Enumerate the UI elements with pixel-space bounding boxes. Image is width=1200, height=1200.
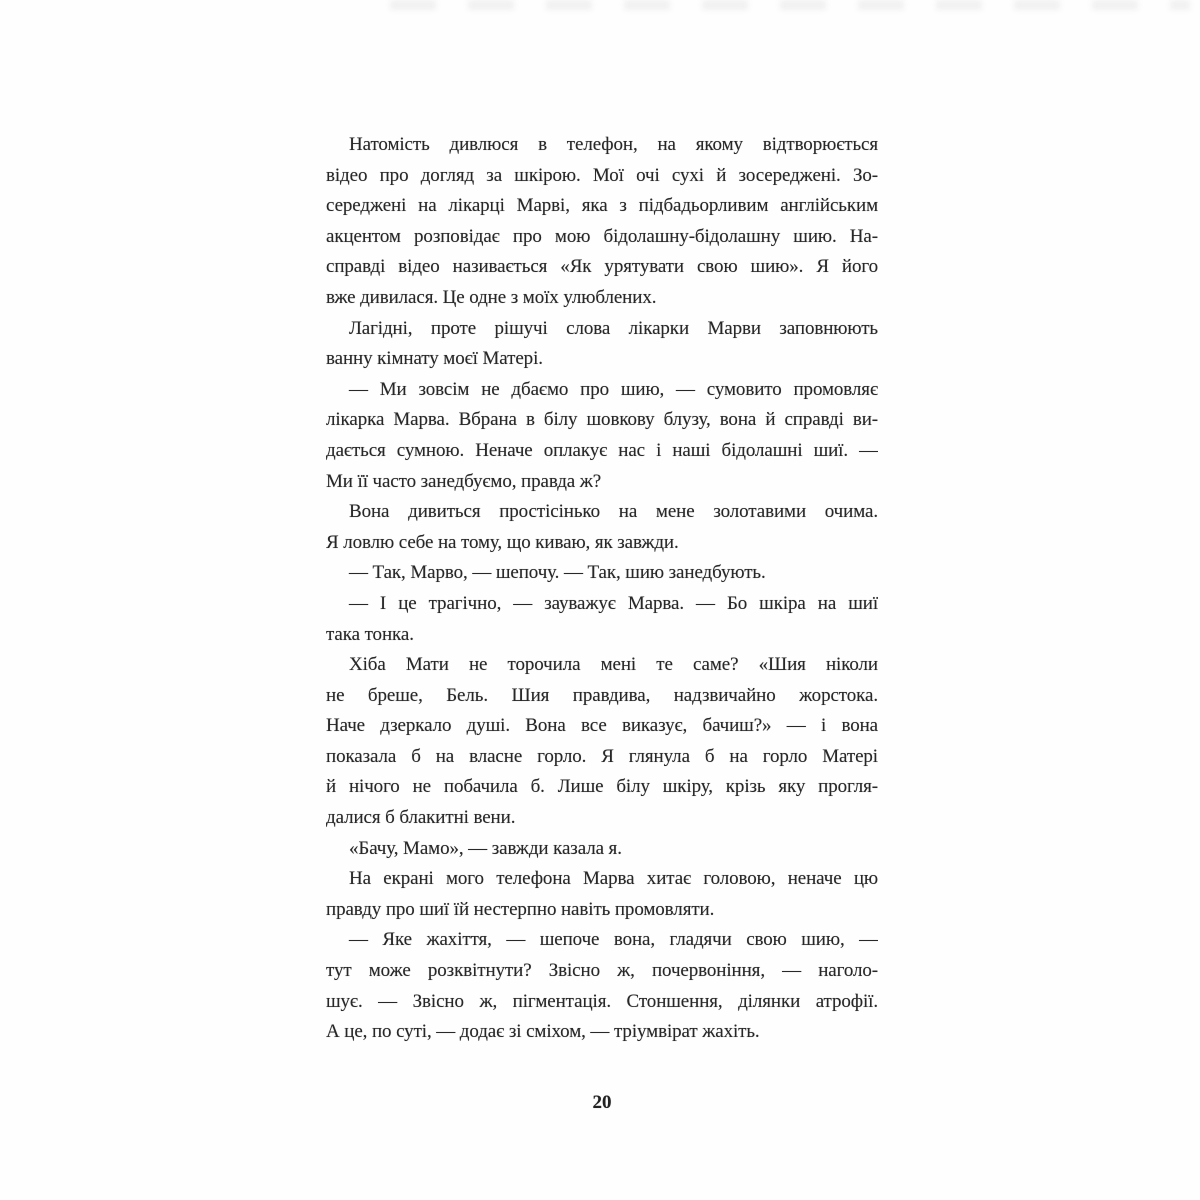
text-line: Лагідні, проте рішучі слова лікарки Марви заповнюють [349, 317, 878, 339]
text-line: Ми її часто занедбуємо, правда ж? [326, 470, 602, 492]
text-line: «Бачу, Мамо», — завжди казала я. [349, 837, 622, 859]
paragraph [326, 558, 878, 589]
scan-edge-artifact [390, 0, 1190, 10]
text-line: — І це трагічно, — зауважує Марва. — Бо шкіра на шиї [349, 592, 878, 614]
text-line: ванну кімнату моєї Матері. [326, 348, 543, 370]
text-line: середжені на лікарці Марві, яка з підбадьорливим англійським [326, 195, 878, 217]
text-line: показала б на власне горло. Я глянула б на горло Матері [326, 745, 878, 767]
paragraph [326, 864, 878, 925]
text-line: Наче дзеркало душі. Вона все виказує, бачиш?» — і вона [326, 715, 878, 737]
text-line: На екрані мого телефона Марва хитає головою, неначе цю [349, 868, 878, 890]
text-line: справді відео називається «Як урятувати свою шию». Я його [326, 256, 878, 278]
text-line: не бреше, Бель. Шия правдива, надзвичайно жорстока. [326, 684, 878, 706]
text-line: — Так, Марво, — шепочу. — Так, шию занедбують. [349, 562, 766, 584]
paragraph [326, 497, 878, 558]
text-line: дається сумною. Неначе оплакує нас і наші бідолашні шиї. — [326, 439, 878, 461]
paragraph [326, 130, 878, 314]
text-line: — Ми зовсім не дбаємо про шию, — сумовито промовляє [349, 378, 878, 400]
text-line: лікарка Марва. Вбрана в білу шовкову блузу, вона й справді ви- [326, 409, 878, 431]
paragraph [326, 375, 878, 497]
text-line: Натомість дивлюся в телефон, на якому відтворюється [349, 134, 878, 155]
text-line: акцентом розповідає про мою бідолашну-бідолашну шию. На- [326, 225, 878, 247]
text-line: така тонка. [326, 623, 414, 645]
page-number: 20 [592, 1092, 612, 1113]
text-line: тут може розквітнути? Звісно ж, почервоніння, — наголо- [326, 960, 878, 982]
text-line: шує. — Звісно ж, пігментація. Стоншення, ділянки атрофії. [326, 990, 878, 1012]
text-line: далися б блакитні вени. [326, 807, 516, 829]
text-line: й нічого не побачила б. Лише білу шкіру, крізь яку прогля- [326, 776, 878, 798]
paragraph [326, 925, 878, 1047]
paragraph [326, 314, 878, 375]
paragraph [326, 589, 878, 650]
text-line: правду про шиї їй нестерпно навіть промовляти. [326, 898, 715, 920]
paragraph [326, 834, 878, 865]
text-line: вже дивилася. Це одне з моїх улюблених. [326, 286, 657, 308]
text-line: Хіба Мати не торочила мені те саме? «Шия ніколи [349, 654, 878, 676]
text-line: відео про догляд за шкірою. Мої очі сухі й зосереджені. Зо- [326, 164, 878, 186]
paragraph [326, 650, 878, 834]
text-line: — Яке жахіття, — шепоче вона, гладячи свою шию, — [349, 929, 878, 951]
text-line: Я ловлю себе на тому, що киваю, як завжди. [326, 531, 679, 553]
text-line: Вона дивиться простісінько на мене золотавими очима. [349, 501, 878, 523]
body-text [326, 130, 878, 1048]
text-line: А це, по суті, — додає зі сміхом, — тріумвірат жахіть. [326, 1021, 760, 1043]
